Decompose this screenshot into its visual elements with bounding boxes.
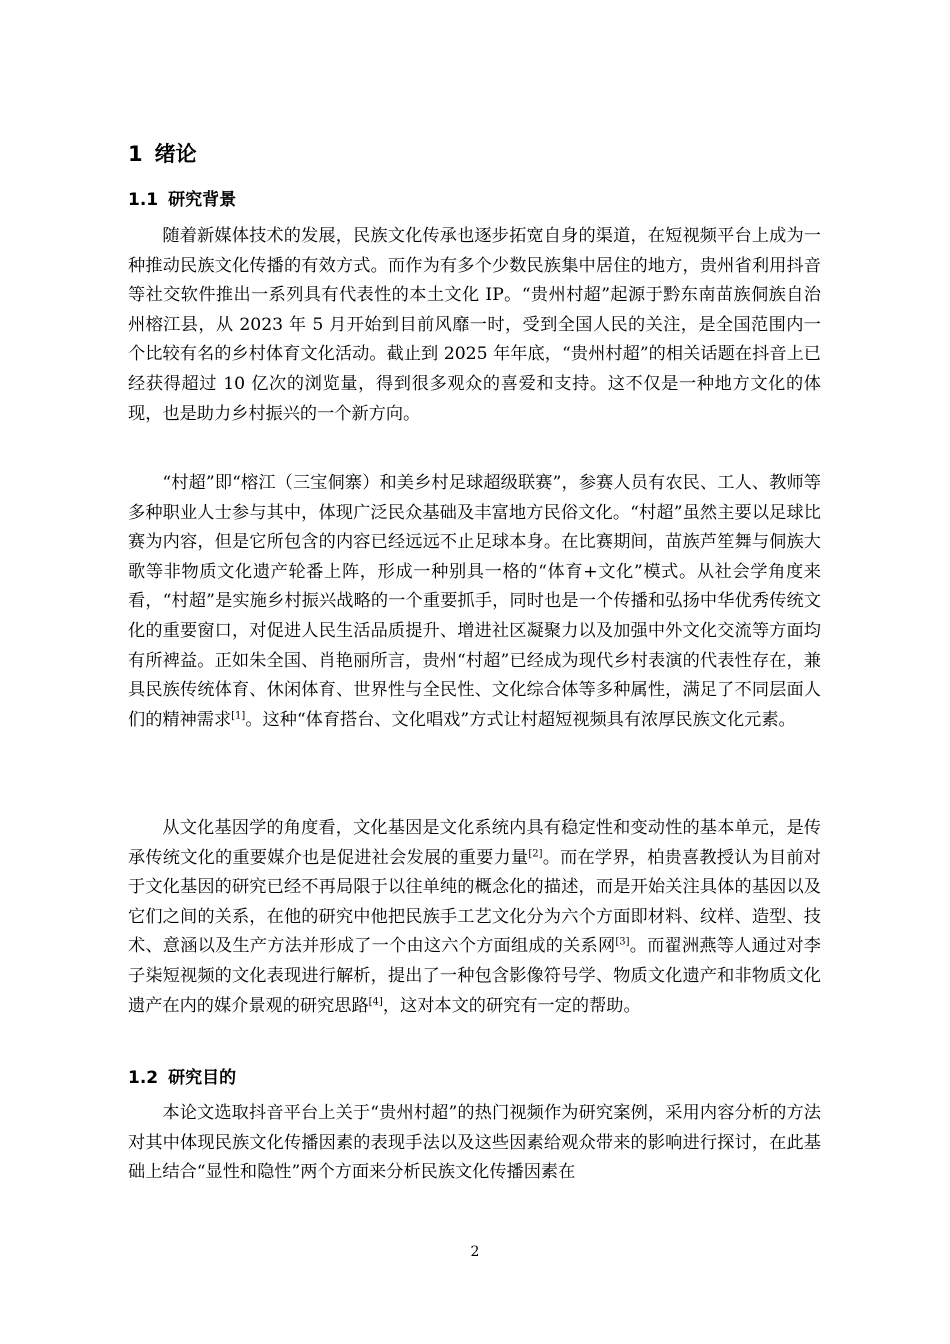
paragraph-text: ，这对本文的研究有一定的帮助。 xyxy=(382,995,641,1016)
chapter-title: 绪论 xyxy=(154,142,197,166)
section-heading-1-1 xyxy=(128,188,236,212)
citation-ref: [4] xyxy=(368,995,383,1007)
paragraph-4: 本论文选取抖音平台上关于“贵州村超”的热门视频作为研究案例，采用内容分析的方法对其中体现民族文化传播因素的表现手法以及这些因素给观众带来的影响进行探讨，在此基础上结合“显性和隐性”两个方面来分析民族文化传播因素在 xyxy=(128,1103,821,1183)
paragraph-3 xyxy=(128,814,821,1021)
paragraph-1: 随着新媒体技术的发展，民族文化传承也逐步拓宽自身的渠道，在短视频平台上成为一种推动民族文化传播的有效方式。而作为有多个少数民族集中居住的地方，贵州省利用抖音等社交软件推出一系列具有代表性的本土文化 IP。“贵州村超”起源于黔东南苗族侗族自治州榕江县，从 2023 年 5 月开始到目前风靡一时，受到全国人民的关注，是全国范围内一个比较有名的乡村体育文化活动。截止到 2025 年年底，“贵州村超”的相关话题在抖音上已经获得超过 10 亿次的浏览量，得到很多观众的喜爱和支持。这不仅是一种地方文化的体现，也是助力乡村振兴的一个新方向。 xyxy=(128,226,821,424)
paragraph-text: 。而翟洲燕等人通过对李子柒短视频的文化表现进行解析，提出了一种包含影像符号学、物质文化遗产和非物质文化遗产在内的媒介景观的研究思路 xyxy=(128,936,821,1016)
page-number: 2 xyxy=(470,1244,480,1260)
citation-ref: [1] xyxy=(231,710,246,722)
paragraph-text: “村超”即“榕江（三宝侗寨）和美乡村足球超级联赛”，参赛人员有农民、工人、教师等多种职业人士参与其中，体现广泛民众基础及丰富地方民俗文化。“村超”虽然主要以足球比赛为内容，但是它所包含的内容已经远远不止足球本身。在比赛期间，苗族芦笙舞与侗族大歌等非物质文化遗产轮番上阵，形成一种别具一格的“体育+文化”模式。从社会学角度来看，“村超”是实施乡村振兴战略的一个重要抓手，同时也是一个传播和弘扬中华优秀传统文化的重要窗口，对促进人民生活品质提升、增进社区凝聚力以及加强中外文化交流等方面均有所裨益。正如朱全国、肖艳丽所言，贵州“村超”已经成为现代乡村表演的代表性存在，兼具民族传统体育、休闲体育、世界性与全民性、文化综合体等多种属性，满足了不同层面人们的精神需求 xyxy=(128,473,821,730)
citation-ref: [2] xyxy=(528,847,543,859)
section-number: 1.2 xyxy=(128,1068,159,1088)
citation-ref: [3] xyxy=(615,936,630,948)
chapter-heading xyxy=(128,140,197,168)
paragraph-text: 从文化基因学的角度看，文化基因是文化系统内具有稳定性和变动性的基本单元，是传承传统文化的重要媒介也是促进社会发展的重要力量 xyxy=(128,818,821,868)
section-title: 研究背景 xyxy=(168,190,237,210)
chapter-number: 1 xyxy=(128,142,143,166)
section-number: 1.1 xyxy=(128,190,159,210)
section-heading-1-2 xyxy=(128,1066,236,1090)
paragraph-2 xyxy=(128,469,821,735)
paragraph-text: 。这种“体育搭台、文化唱戏”方式让村超短视频具有浓厚民族文化元素。 xyxy=(245,709,796,730)
section-title: 研究目的 xyxy=(168,1068,237,1088)
paragraph-text: 。而在学界，柏贵喜教授认为目前对于文化基因的研究已经不再局限于以往单纯的概念化的描述，而是开始关注具体的基因以及它们之间的关系，在他的研究中他把民族手工艺文化分为六个方面即材料、纹样、造型、技术、意涵以及生产方法并形成了一个由这六个方面组成的关系网 xyxy=(128,847,821,957)
